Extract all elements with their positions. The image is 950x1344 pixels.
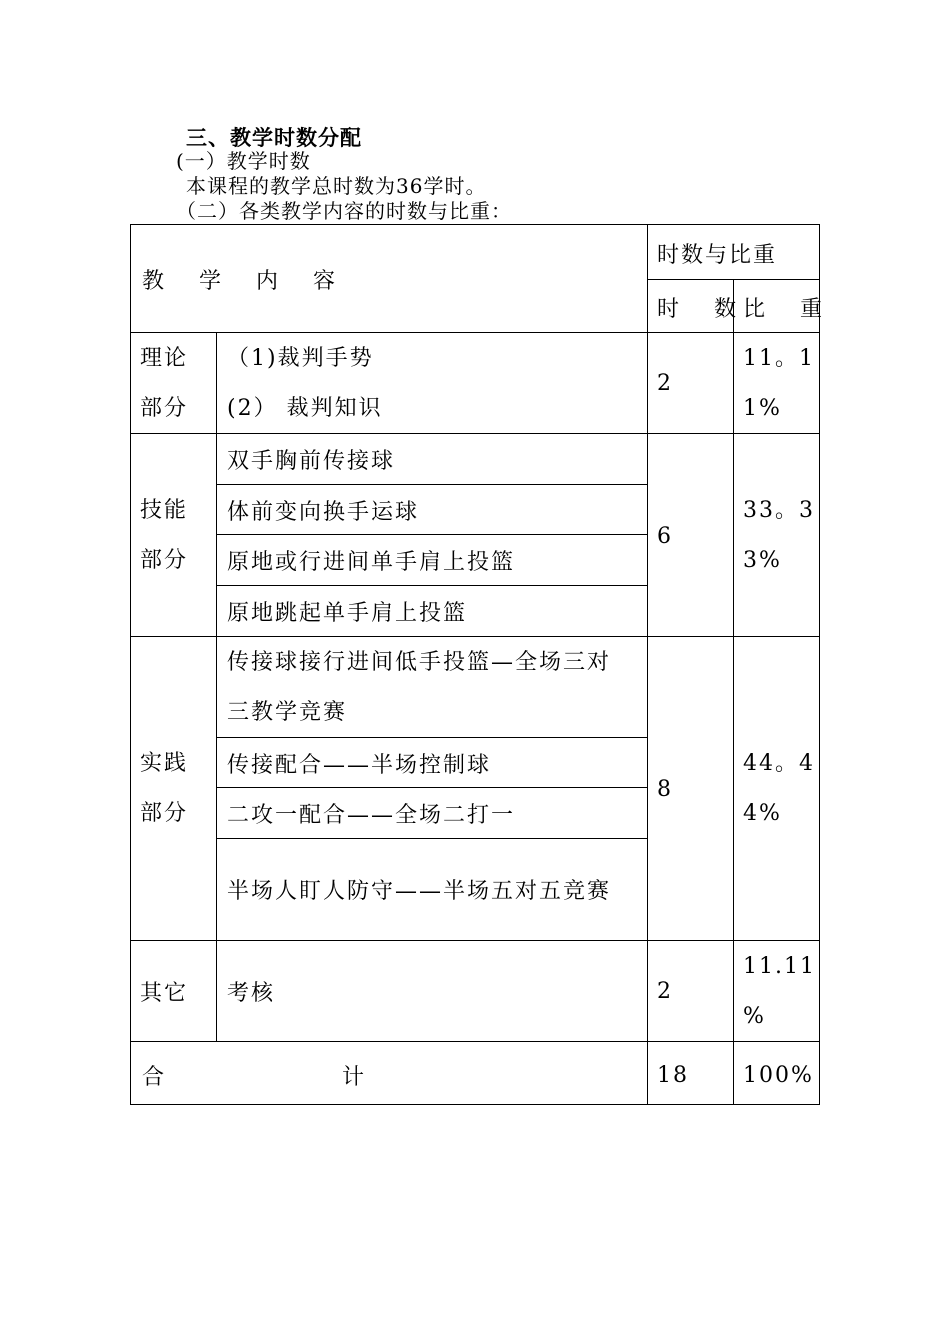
list-item: 半场人盯人防守——半场五对五竞赛 (227, 878, 612, 904)
subheading-allocation: （二）各类教学内容的时数与比重： (176, 199, 512, 223)
category-skills: 技能 部分 (140, 498, 189, 573)
header-weight: 比 重 (743, 296, 836, 322)
other-weight: 11.11 % (743, 954, 816, 1029)
practice-weight: 44。4 4% (743, 751, 815, 826)
theory-items (227, 334, 383, 434)
list-item: 传接球接行进间低手投篮—全场三对 三教学竞赛 (227, 650, 612, 725)
total-label-a: 合 (142, 1064, 167, 1090)
list-item: 体前变向换手运球 (227, 499, 420, 525)
intro-text: 本课程的教学总时数为36学时。 (186, 174, 487, 198)
skills-hours: 6 (657, 523, 673, 549)
hours-table (130, 224, 836, 1105)
other-hours: 2 (657, 978, 673, 1004)
list-item: 原地跳起单手肩上投篮 (227, 600, 468, 626)
subheading-teaching-hours: (一）教学时数 (176, 149, 311, 173)
list-item: 考核 (227, 980, 276, 1006)
section-heading: 三、教学时数分配 (186, 125, 362, 150)
theory-weight: 11。1 1% (743, 346, 815, 421)
total-weight: 100% (743, 1062, 814, 1088)
practice-hours: 8 (657, 776, 673, 802)
category-theory: 理论 部分 (140, 346, 189, 421)
list-item: 原地或行进间单手肩上投篮 (227, 549, 516, 575)
list-item: 二攻一配合——全场二打一 (227, 802, 516, 828)
category-practice: 实践 部分 (140, 751, 189, 826)
total-hours: 18 (657, 1062, 689, 1088)
list-item: 双手胸前传接球 (227, 448, 396, 474)
list-item: 传接配合——半场控制球 (227, 752, 492, 778)
category-other: 其它 (140, 980, 189, 1006)
total-label-b: 计 (342, 1064, 367, 1090)
list-item: （1)裁判手势 (227, 346, 374, 371)
header-hours: 时 数 (657, 296, 750, 322)
header-hours-and-weight: 时数与比重 (657, 242, 778, 268)
header-content: 教 学 内 容 (142, 268, 349, 294)
list-item: (2） 裁判知识 (227, 396, 383, 421)
skills-weight: 33。3 3% (743, 498, 815, 573)
theory-hours: 2 (657, 370, 673, 396)
